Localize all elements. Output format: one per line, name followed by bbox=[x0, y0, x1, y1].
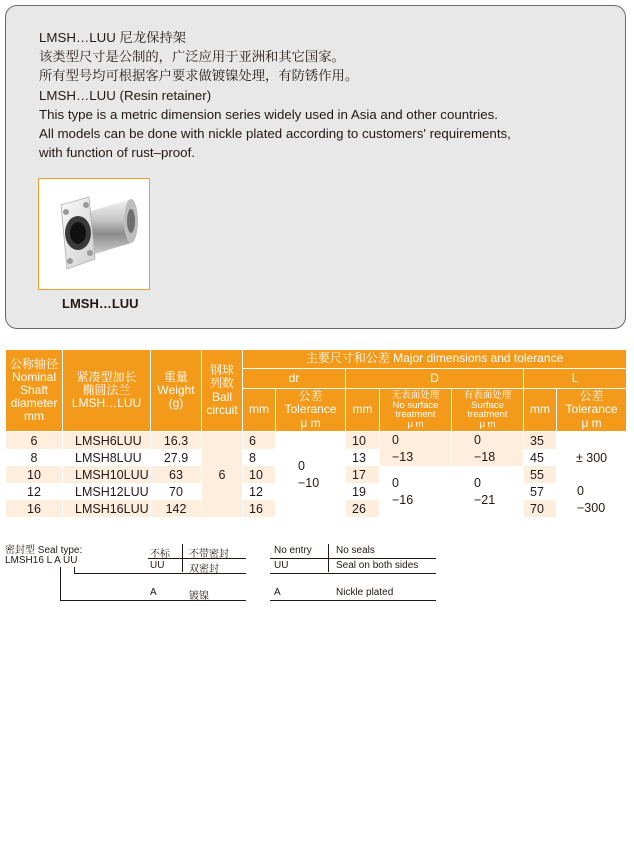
intro-line-title-cn: LMSH…LUU 尼龙保持架 bbox=[39, 30, 187, 45]
seal-cn-desc-a: 镀镍 bbox=[189, 591, 209, 602]
header-l: L bbox=[524, 369, 627, 389]
seal-cn-desc-none: 不带密封 bbox=[189, 549, 229, 560]
header-model: 紧凑型加长 椭圆法兰 LMSH…LUU bbox=[63, 350, 151, 432]
table-row bbox=[6, 432, 627, 450]
seal-en-desc-a: Nickle plated bbox=[336, 587, 394, 598]
cell-l: 70 bbox=[524, 500, 557, 517]
seal-cn-code-a: A bbox=[150, 587, 157, 598]
cell-l: 45 bbox=[524, 449, 557, 466]
intro-line-plating-en: All models can be done with nickle plated according to customers' requirements, bbox=[39, 126, 511, 142]
seal-divider bbox=[148, 573, 246, 574]
intro-text bbox=[39, 28, 511, 162]
seal-en-code-none: No entry bbox=[274, 545, 312, 556]
cell-weight: 63 bbox=[151, 466, 202, 483]
intro-panel bbox=[5, 5, 626, 329]
cell-d: 17 bbox=[346, 466, 380, 483]
seal-cn-code-none: 不标 bbox=[150, 549, 170, 560]
seal-en-desc-uu: Seal on both sides bbox=[336, 560, 419, 571]
seal-type-code: LMSH16 L A UU bbox=[5, 555, 78, 566]
header-dr-mm: mm bbox=[243, 389, 276, 432]
connector-line bbox=[60, 567, 61, 600]
cell-dr: 10 bbox=[243, 466, 276, 483]
cell-model: LMSH10LUU bbox=[63, 466, 151, 483]
connector-line bbox=[60, 600, 150, 601]
cell-l: 55 bbox=[524, 466, 557, 483]
seal-en-code-uu: UU bbox=[274, 560, 289, 571]
cell-l: 35 bbox=[524, 432, 557, 450]
header-d-surface: 有表面处理 Surface treatment μ m bbox=[452, 389, 524, 432]
header-weight: 重量 Weight (g) bbox=[151, 350, 202, 432]
cell-dr: 8 bbox=[243, 449, 276, 466]
seal-divider bbox=[328, 544, 329, 572]
header-d-no-surface: 无表面处理 No surface treatment μ m bbox=[380, 389, 452, 432]
cell-weight: 16.3 bbox=[151, 432, 202, 450]
header-l-mm: mm bbox=[524, 389, 557, 432]
cell-shaft: 8 bbox=[6, 449, 63, 466]
product-photo bbox=[38, 178, 150, 290]
cell-d: 26 bbox=[346, 500, 380, 517]
intro-line-plating-cn: 所有型号均可根据客户要求做镀镍处理，有防锈作用。 bbox=[39, 68, 359, 84]
cell-shaft: 6 bbox=[6, 432, 63, 450]
cell-dr: 16 bbox=[243, 500, 276, 517]
cell-shaft: 10 bbox=[6, 466, 63, 483]
seal-type-legend bbox=[0, 536, 634, 606]
cell-dr: 6 bbox=[243, 432, 276, 450]
cell-model: LMSH16LUU bbox=[63, 500, 151, 517]
cell-d-no-surface-1: 0 −13 bbox=[380, 432, 452, 467]
seal-divider bbox=[148, 558, 246, 559]
cell-d: 19 bbox=[346, 483, 380, 500]
specification-table bbox=[5, 349, 627, 517]
seal-en-code-a: A bbox=[274, 587, 281, 598]
seal-divider bbox=[270, 600, 436, 601]
seal-type-title: 密封型 Seal type: bbox=[5, 545, 83, 556]
seal-divider bbox=[148, 600, 246, 601]
intro-line-rustproof-en: with function of rust–proof. bbox=[39, 145, 195, 161]
product-caption: LMSH…LUU bbox=[62, 296, 139, 311]
intro-line-title-en: LMSH…LUU (Resin retainer) bbox=[39, 87, 212, 103]
header-ball-circuit: 钢球 列数 Ball circuit bbox=[202, 350, 243, 432]
cell-l-tolerance-1: ± 300 bbox=[557, 432, 627, 484]
cell-weight: 27.9 bbox=[151, 449, 202, 466]
cell-model: LMSH8LUU bbox=[63, 449, 151, 466]
seal-en-desc-none: No seals bbox=[336, 545, 375, 556]
cell-dr-tolerance: 0 −10 bbox=[276, 432, 346, 518]
header-dr: dr bbox=[243, 369, 346, 389]
cell-weight: 142 bbox=[151, 500, 202, 517]
header-d-mm: mm bbox=[346, 389, 380, 432]
cell-ball-circuit: 6 bbox=[202, 432, 243, 518]
cell-shaft: 16 bbox=[6, 500, 63, 517]
seal-divider bbox=[270, 573, 436, 574]
cell-l-tolerance-2: 0 −300 bbox=[557, 483, 627, 517]
header-l-tolerance: 公差 Tolerance μ m bbox=[557, 389, 627, 432]
cell-d-surface-1: 0 −18 bbox=[452, 432, 524, 467]
seal-cn-code-uu: UU bbox=[150, 560, 165, 571]
linear-bearing-flange-icon bbox=[39, 179, 148, 288]
cell-weight: 70 bbox=[151, 483, 202, 500]
cell-d-surface-2: 0 −21 bbox=[452, 466, 524, 517]
seal-divider bbox=[270, 558, 436, 559]
header-d: D bbox=[346, 369, 524, 389]
intro-line-desc-en: This type is a metric dimension series widely used in Asia and other countries. bbox=[39, 106, 498, 122]
seal-cn-desc-uu: 双密封 bbox=[189, 564, 219, 575]
cell-d: 13 bbox=[346, 449, 380, 466]
cell-shaft: 12 bbox=[6, 483, 63, 500]
header-dr-tolerance: 公差 Tolerance μ m bbox=[276, 389, 346, 432]
connector-line bbox=[74, 573, 150, 574]
cell-l: 57 bbox=[524, 483, 557, 500]
cell-model: LMSH12LUU bbox=[63, 483, 151, 500]
cell-d-no-surface-2: 0 −16 bbox=[380, 466, 452, 517]
header-nominal-shaft-diameter: 公称轴径 Nominal Shaft diameter mm bbox=[6, 350, 63, 432]
cell-dr: 12 bbox=[243, 483, 276, 500]
cell-d: 10 bbox=[346, 432, 380, 450]
seal-divider bbox=[182, 544, 183, 572]
header-major-dimensions: 主要尺寸和公差 Major dimensions and tolerance bbox=[243, 350, 627, 369]
cell-model: LMSH6LUU bbox=[63, 432, 151, 450]
intro-line-desc-cn: 该类型尺寸是公制的，广泛应用于亚洲和其它国家。 bbox=[39, 49, 345, 65]
